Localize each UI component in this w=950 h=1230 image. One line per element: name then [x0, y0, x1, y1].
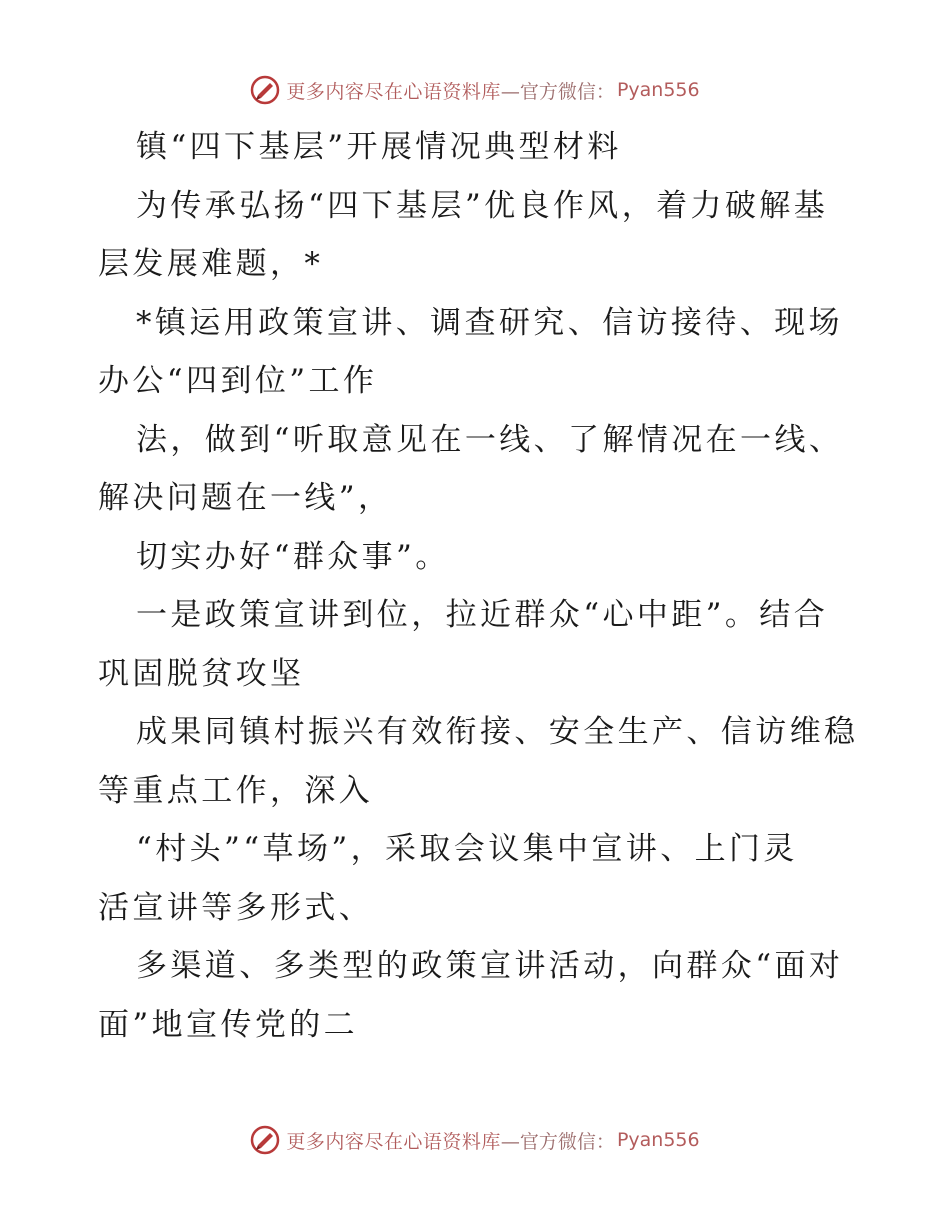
- paragraph-line: 多渠道、多类型的政策宣讲活动，向群众“面对: [136, 948, 844, 984]
- pen-logo-icon: [250, 75, 280, 105]
- document-body: [98, 118, 868, 1054]
- paragraph-line: 解决问题在一线”，: [98, 480, 393, 516]
- paragraph-line: 活宣讲等多形式、: [98, 889, 374, 926]
- paragraph-line: 层发展难题，*: [98, 246, 324, 282]
- paragraph-line: 面”地宣传党的二: [98, 1006, 359, 1043]
- pen-logo-icon: [250, 1125, 280, 1155]
- header-banner-text: 更多内容尽在心语资料库: [286, 80, 501, 103]
- paragraph-line: 切实办好“群众事”。: [136, 538, 450, 575]
- paragraph-line: 法，做到“听取意见在一线、了解情况在一线、: [136, 421, 844, 458]
- header-banner-wechat-id: Pyan556: [616, 79, 700, 101]
- paragraph-line: 为传承弘扬“四下基层”优良作风，着力破解基: [136, 187, 829, 224]
- paragraph-line: 巩固脱贫攻坚: [98, 655, 305, 692]
- paragraph-line: 等重点工作，深入: [98, 772, 374, 809]
- paragraph-line: “村头”“草场”，采取会议集中宣讲、上门灵: [136, 831, 798, 867]
- paragraph-line: 成果同镇村振兴有效衔接、安全生产、信访维稳: [136, 714, 859, 750]
- header-watermark-banner: [0, 70, 950, 110]
- footer-banner-text: 更多内容尽在心语资料库: [286, 1130, 501, 1153]
- paragraph-line: *镇运用政策宣讲、调查研究、信访接待、现场: [136, 304, 843, 341]
- header-banner-wechat-label: —官方微信：: [500, 80, 615, 103]
- footer-banner-wechat-id: Pyan556: [616, 1129, 700, 1151]
- footer-watermark-banner: [0, 1120, 950, 1160]
- paragraph-line: 办公“四到位”工作: [98, 363, 378, 399]
- footer-banner-wechat-label: —官方微信：: [500, 1130, 615, 1153]
- document-title: 镇“四下基层”开展情况典型材料: [136, 129, 622, 165]
- paragraph-line: 一是政策宣讲到位，拉近群众“心中距”。结合: [136, 597, 829, 633]
